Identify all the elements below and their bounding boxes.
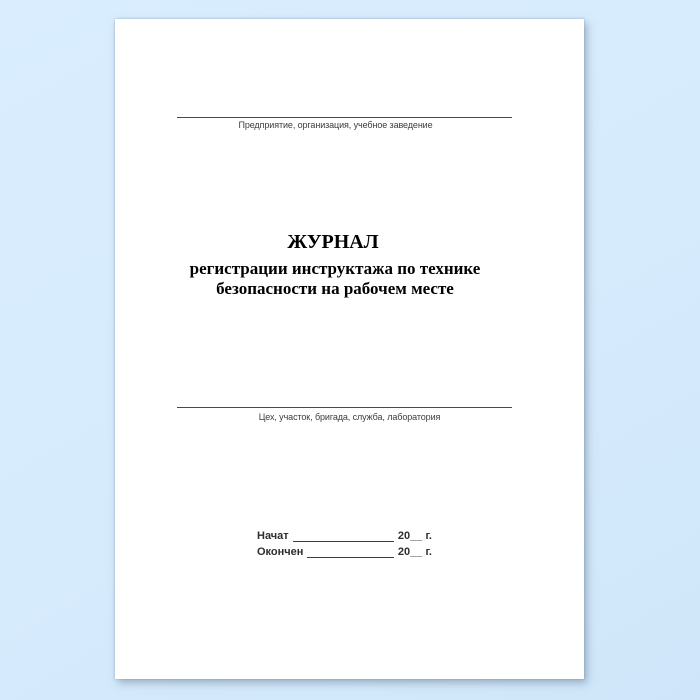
journal-subtitle [115, 259, 555, 299]
date-finished-label: Окончен [257, 546, 304, 558]
dates-block [257, 527, 432, 559]
date-started-year: 20__ г. [397, 530, 432, 542]
date-started-label: Начат [257, 530, 289, 542]
journal-cover-page [115, 19, 584, 679]
journal-title: ЖУРНАЛ [287, 231, 379, 253]
journal-subtitle-line-1: регистрации инструктажа по технике [189, 259, 481, 278]
date-started-row [257, 527, 432, 543]
unit-blank-line [177, 407, 512, 408]
date-finished-year: 20__ г. [397, 546, 432, 558]
date-finished-blank-line [307, 557, 393, 558]
journal-subtitle-line-2: безопасности на рабочем месте [216, 279, 454, 298]
org-name-caption: Предприятие, организация, учебное заведение [238, 120, 433, 130]
unit-caption: Цех, участок, бригада, служба, лаборатория [258, 412, 441, 422]
org-name-blank-line [177, 117, 512, 118]
date-started-blank-line [293, 541, 394, 542]
date-finished-row [257, 543, 432, 559]
